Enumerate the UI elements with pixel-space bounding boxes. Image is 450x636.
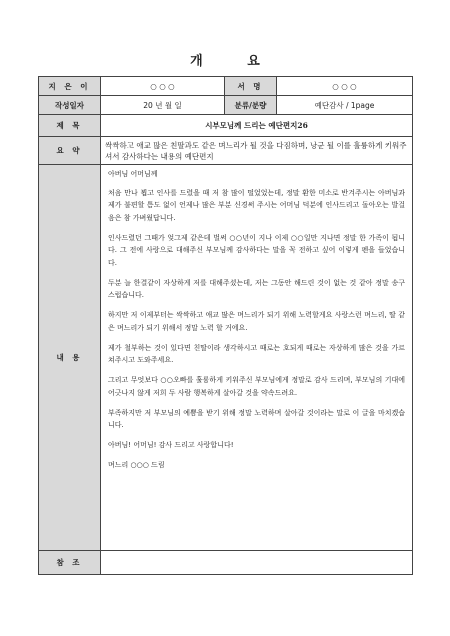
content-paragraph: 제가 철부하는 것이 있다면 친딸이라 생각하시고 때로는 호되게 때로는 자상하게 많은 것을 가르쳐주시고 도와주세요. <box>108 343 405 364</box>
content-paragraph: 하지만 저 이제부터는 싹싹하고 애교 많은 며느리가 되기 위해 노력할게요 사랑스런 며느리, 딸 같은 며느리가 되기 위해서 정말 노력 할 거에요. <box>108 311 405 332</box>
author-value: ○ ○ ○ <box>101 77 225 96</box>
document-title: 개 요 <box>190 54 280 69</box>
name-value: ○ ○ ○ <box>277 77 413 96</box>
content-paragraph: 두분 늘 한결같이 자상하게 저를 대해주셨는데, 저는 그동안 해드린 것이 없는 것 같아 정말 송구스럽습니다. <box>108 278 405 299</box>
content-body <box>101 165 413 551</box>
content-paragraph: 그리고 무엇보다 ○○오빠를 훌륭하게 키워주신 부모님에게 정말로 감사 드리며, 부모님의 기대에 어긋나지 않게 저희 두 사람 행복하게 살아갈 것을 약속드려요. <box>108 376 405 397</box>
subject-value: 시부모님께 드리는 예단편지26 <box>101 115 413 137</box>
content-paragraph: 인사드렸던 그때가 엊그제 같은데 벌써 ○○년이 지나 이제 ○○일만 지나면 정말 한 가족이 됩니다. 그 전에 사랑으로 대해주신 부모님께 감사하다는 말을 꼭 전하고 싶어 이렇게 펜을 들었습니다. <box>108 233 405 267</box>
date-label: 작성일자 <box>39 96 101 115</box>
content-label: 내 용 <box>39 165 101 551</box>
content-paragraph: 부족하지만 저 부모님의 예쁨을 받기 위해 정말 노력하며 살아갈 것이라는 말로 이 글을 마치겠습니다. <box>108 408 405 429</box>
content-paragraph: 처음 만나 뵙고 인사를 드렸을 때 저 참 많이 떨었었는데, 정말 환한 미소로 반겨주시는 아버님과 제가 불편할 틈도 없이 언제나 많은 부분 신경써 주시는 어머님 덕분에 인사드리고 돌아오는 발걸음은 참 가벼웠답니다. <box>108 188 405 222</box>
reference-value <box>101 551 413 575</box>
summary-form <box>38 76 413 575</box>
summary-value: 싹싹하고 애교 많은 친딸과도 같은 며느리가 될 것을 다짐하며, 낭군 될 이를 훌륭하게 키워주셔서 감사하다는 내용의 예단편지 <box>101 137 413 165</box>
date-value: 20 년 월 일 <box>101 96 225 115</box>
category-value: 예단감사 / 1page <box>277 96 413 115</box>
reference-label: 참 조 <box>39 551 101 575</box>
name-label: 서 명 <box>225 77 277 96</box>
content-paragraph: 아버님! 어머님! 감사 드리고 사랑합니다! <box>108 441 234 449</box>
subject-label: 제 목 <box>39 115 101 137</box>
summary-label: 요 약 <box>39 137 101 165</box>
author-label: 지 은 이 <box>39 77 101 96</box>
content-paragraph: 아버님 어머님께 <box>108 170 158 178</box>
category-label: 분류/분량 <box>225 96 277 115</box>
content-paragraph: 며느리 ○○○ 드림 <box>108 461 165 469</box>
